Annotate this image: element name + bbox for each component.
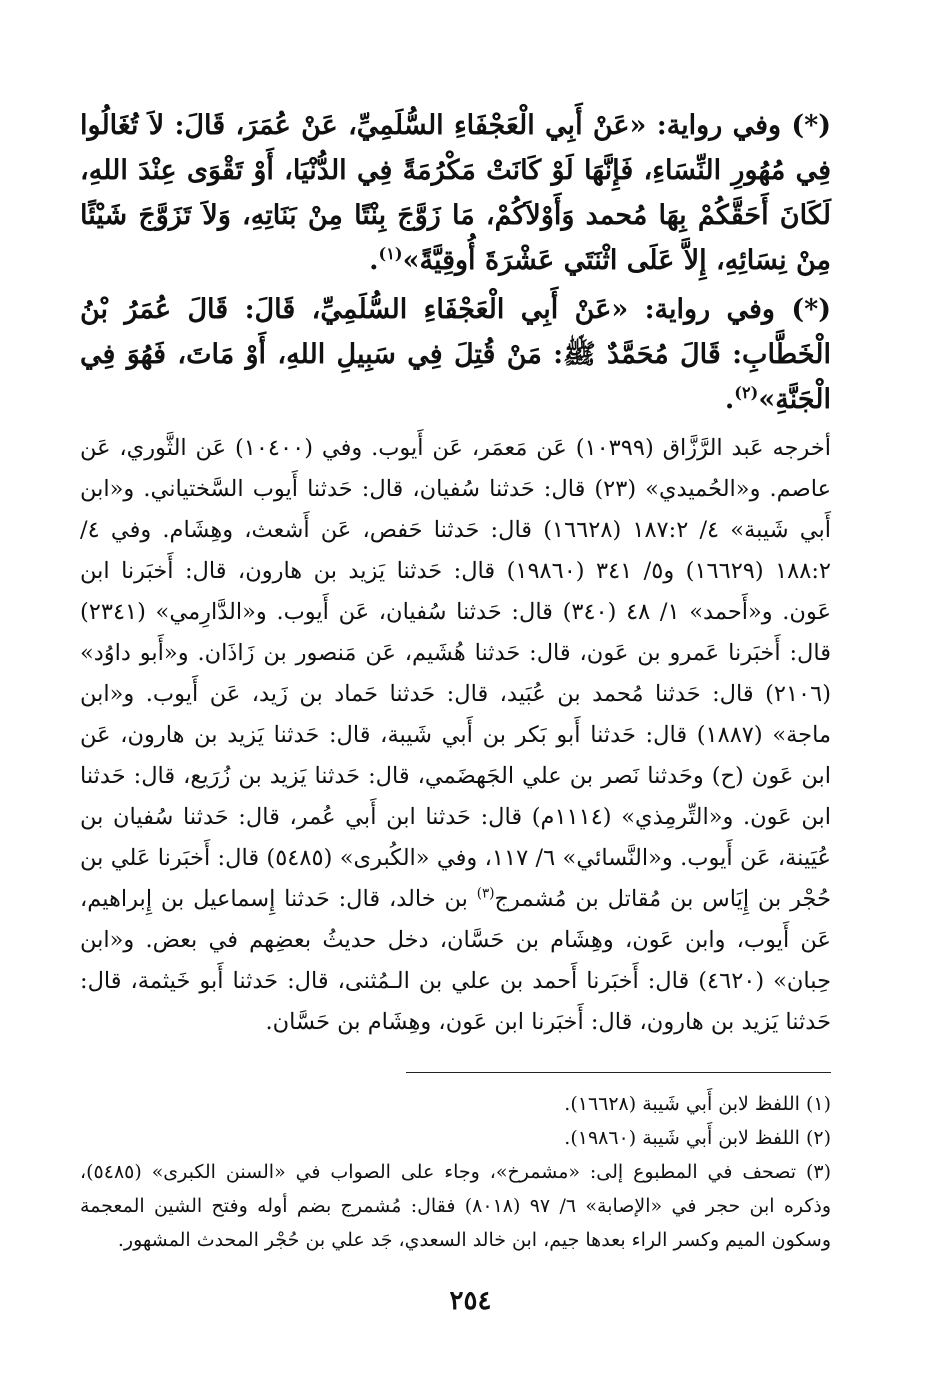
footnote-3: (٣) تصحف في المطبوع إلى: «مشمرخ»، وجاء على الصواب في «السنن الكبرى» (٥٤٨٥)، وذكره ابن حجر في «الإصابة» ٦/ ٩٧ (٨٠١٨) فقال: مُشمرج بضم أوله وفتح الشين المعجمة وسكون الميم وكسر الراء بعدها جيم، ابن خالد السعدي، جَد علي بن حُجْر المحدث المشهور.	[80, 1161, 832, 1251]
page-number: ٢٥٤	[449, 1286, 492, 1316]
footnote-1: (١) اللفظ لابن أَبي شَيبة (١٦٦٢٨).	[564, 1093, 831, 1115]
riwaya-1-text: (*) وفي رواية: «عَنْ أَبِي الْعَجْفَاءِ السُّلَمِيِّ، عَنْ عُمَرَ، قَالَ: لاَ تُغَالُوا فِي مُهُورِ النِّسَاءِ، فَإِنَّهَا لَوْ كَانَتْ مَكْرُمَةً فِي الدُّنْيَا، أَوْ تَقْوَى عِنْدَ اللهِ، لَكَانَ أَحَقَّكُمْ بِهَا مُحمد وَأَوْلاَكُمْ، مَا زَوَّجَ بِنْتًا مِنْ بَنَاتِهِ، وَلاَ تَزَوَّجَ شَيْئًا مِنْ نِسَائِهِ، إِلاَّ عَلَى اثْنَتَي عَشْرَةَ أُوقِيَّةً»	[80, 110, 831, 276]
footnote-ref-3: (٣)	[476, 885, 495, 902]
main-text	[80, 103, 831, 1043]
footnote-separator	[406, 1072, 831, 1073]
takhrij-text-part-1: أخرجه عَبد الرَّزَّاق (١٠٣٩٩) عَن مَعمَر، عَن أَيوب. وفي (١٠٤٠٠) عَن الثَّوري، عَن عاصم. و«الحُميدي» (٢٣) قال: حَدثنا سُفيان، قال: حَدثنا أَيوب السَّختياني. و«ابن أَبي شَيبة» ٤/ ١٨٧:٢ (١٦٦٢٨) قال: حَدثنا حَفص، عَن أَشعث، وهِشَام. وفي ٤/ ١٨٨:٢ (١٦٦٢٩) و٥/ ٣٤١ (١٩٨٦٠) قال: حَدثنا يَزيد بن هارون، قال: أَخبَرنا ابن عَون. و«أَحمد» ١/ ٤٨ (٣٤٠) قال: حَدثنا سُفيان، عَن أَيوب. و«الدَّارِمي» (٢٣٤١) قال: أَخبَرنا عَمرو بن عَون، قال: حَدثنا هُشَيم، عَن مَنصور بن زَاذَان. و«أَبو داوُد» (٢١٠٦) قال: حَدثنا مُحمد بن عُبَيد، قال: حَدثنا حَماد بن زَيد، عَن أَيوب. و«ابن ماجة» (١٨٨٧) قال: حَدثنا أَبو بَكر بن أَبي شَيبة، قال: حَدثنا يَزيد بن هارون، عَن ابن عَون (ح) وحَدثنا نَصر بن علي الجَهضَمي، قال: حَدثنا يَزيد بن زُرَيع، قال: حَدثنا ابن عَون. و«التِّرمِذي» (١١١٤م) قال: حَدثنا ابن أَبي عُمر، قال: حَدثنا سُفيان بن عُيَينة، عَن أَيوب. و«النَّسائي» ٦/ ١١٧، وفي «الكُبرى» (٥٤٨٥) قال: أَخبَرنا عَلي بن حُجْر بن إِيَاس بن مُقاتل بن مُشمرج	[80, 435, 832, 912]
footnote-ref-2: (٢)	[734, 383, 759, 402]
footnote-2: (٢) اللفظ لابن أَبي شَيبة (١٩٨٦٠).	[564, 1127, 831, 1149]
takhrij-paragraph	[80, 428, 831, 1043]
riwaya-paragraph-1: (*) وفي رواية: «عَنْ أَبِي الْعَجْفَاءِ السُّلَمِيِّ، عَنْ عُمَرَ، قَالَ: لاَ تُغَالُوا فِي مُهُورِ النِّسَاءِ، فَإِنَّهَا لَوْ كَانَتْ مَكْرُمَةً فِي الدُّنْيَا، أَوْ تَقْوَى عِنْدَ اللهِ، لَكَانَ أَحَقَّكُمْ بِهَا مُحمد وَأَوْلاَكُمْ، مَا زَوَّجَ بِنْتًا مِنْ بَنَاتِهِ، وَلاَ تَزَوَّجَ شَيْئًا مِنْ نِسَائِهِ، إِلاَّ عَلَى اثْنَتَي عَشْرَةَ أُوقِيَّةً»$^{(١)}$.	[80, 110, 831, 276]
footnote-ref-1: (١)	[378, 244, 403, 263]
riwaya-paragraph-2: (*) وفي رواية: «عَنْ أَبِي الْعَجْفَاءِ السُّلَمِيِّ، قَالَ: قَالَ عُمَرُ بْنُ الْخَطَّابِ: قَالَ مُحَمَّدٌ ﷺ: مَنْ قُتِلَ فِي سَبِيلِ اللهِ، أَوْ مَاتَ، فَهُوَ فِي الْجَنَّةِ»$^{(٢)}$.	[80, 294, 831, 415]
footnotes-section	[80, 1087, 831, 1257]
riwaya-2-text: (*) وفي رواية: «عَنْ أَبِي الْعَجْفَاءِ السُّلَمِيِّ، قَالَ: قَالَ عُمَرُ بْنُ الْخَطَّابِ: قَالَ مُحَمَّدٌ ﷺ: مَنْ قُتِلَ فِي سَبِيلِ اللهِ، أَوْ مَاتَ، فَهُوَ فِي الْجَنَّةِ»	[80, 294, 831, 415]
takhrij-text-part-2: بن خالد، قال: حَدثنا إِسماعيل بن إِبراهيم، عَن أَيوب، وابن عَون، وهِشَام بن حَسَّان، دخل حديثُ بعضِهم في بعض. و«ابن حِبان» (٤٦٢٠) قال: أَخبَرنا أَحمد بن علي بن الـمُثنى، قال: حَدثنا أَبو خَيثمة، قال: حَدثنا يَزيد بن هارون، قال: أَخبَرنا ابن عَون، وهِشَام بن حَسَّان.	[80, 886, 831, 1035]
